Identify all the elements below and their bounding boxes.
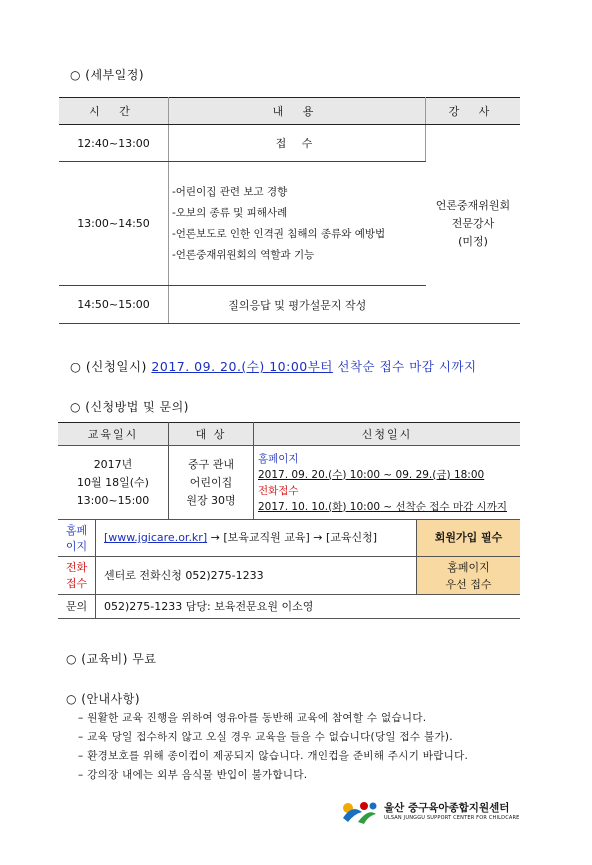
list-item: -언론중재위원회의 역할과 기능 <box>172 248 315 261</box>
phone-label: 전화 접수 <box>58 557 96 595</box>
list-item: -오보의 종류 및 피해사례 <box>172 206 288 219</box>
phone-row: 센터로 전화신청 052)275-1233 <box>96 557 416 595</box>
homepage-row: [www.jgicare.or.kr] → [보육교직원 교육] → [교육신청] <box>96 519 416 557</box>
center-logo-icon <box>340 798 380 826</box>
header-target: 대 상 <box>169 423 254 446</box>
edu-date-cell: 2017년 10월 18일(수) 13:00~15:00 <box>58 446 169 520</box>
target-cell: 중구 관내 어린이집 원장 30명 <box>169 446 254 520</box>
header-time: 시 간 <box>59 98 169 125</box>
list-item: -어린이집 관련 보고 경향 <box>172 185 288 198</box>
homepage-label: 홈페 이지 <box>58 519 96 557</box>
method-heading: ○ (신청방법 및 문의) <box>70 400 189 414</box>
schedule-table <box>59 97 520 324</box>
priority-note: 홈페이지 우선 접수 <box>416 557 520 595</box>
notice-item: – 강의장 내에는 외부 음식물 반입이 불가합니다. <box>78 769 308 781</box>
contact-block <box>58 519 520 619</box>
instructor-cell: 언론중재위원회 전문강사 (미정) <box>426 125 521 324</box>
time-cell: 14:50~15:00 <box>59 286 169 324</box>
schedule-heading: ○ (세부일정) <box>70 68 145 82</box>
header-content: 내 용 <box>169 98 426 125</box>
apply-table <box>58 422 520 520</box>
apply-period-cell: 홈페이지 2017. 09. 20.(수) 10:00 ~ 09. 29.(금) 18:00 전화접수 2017. 10. 10.(화) 10:00 ~ 선착순 접수 마감 시까지 <box>254 446 521 520</box>
notice-heading: ○ (안내사항) <box>66 692 141 706</box>
content-cell: 질의응답 및 평가설문지 작성 <box>169 286 426 324</box>
list-item: -언론보도로 인한 인격권 침해의 종류와 예방법 <box>172 227 386 240</box>
time-cell: 12:40~13:00 <box>59 125 169 162</box>
notice-item: – 환경보호를 위해 종이컵이 제공되지 않습니다. 개인컵을 준비해 주시기 바랍니다. <box>78 750 469 762</box>
notice-item: – 교육 당일 접수하지 않고 오실 경우 교육을 들을 수 없습니다(당일 접수 불가). <box>78 731 453 743</box>
content-cell: 접 수 <box>169 125 426 162</box>
content-list <box>169 162 426 286</box>
homepage-link[interactable]: [www.jgicare.or.kr] <box>104 531 208 544</box>
inquiry-text: 052)275-1233 담당: 보육전문요원 이소영 <box>104 600 314 613</box>
time-cell: 13:00~14:50 <box>59 162 169 286</box>
header-apply: 신청일시 <box>254 423 521 446</box>
org-name-en: ULSAN JUNGGU SUPPORT CENTER FOR CHILDCARE <box>384 815 520 821</box>
apply-date-line: ○ (신청일시) 2017. 09. 20.(수) 10:00부터 선착순 접수 마감 시까지 <box>70 359 477 374</box>
header-date: 교육일시 <box>58 423 169 446</box>
header-instructor: 강 사 <box>426 98 521 125</box>
apply-date-value: 2017. 09. 20.(수) 10:00부터 <box>151 359 333 374</box>
notice-item: – 원활한 교육 진행을 위하여 영유아를 동반해 교육에 참여할 수 없습니다. <box>78 712 427 724</box>
inquiry-label: 문의 <box>58 595 96 618</box>
fee-line: ○ (교육비) 무료 <box>66 652 157 666</box>
org-name: 울산 중구육아종합지원센터 <box>384 802 510 814</box>
footer-logo <box>340 798 540 826</box>
membership-note: 회원가입 필수 <box>416 519 520 557</box>
